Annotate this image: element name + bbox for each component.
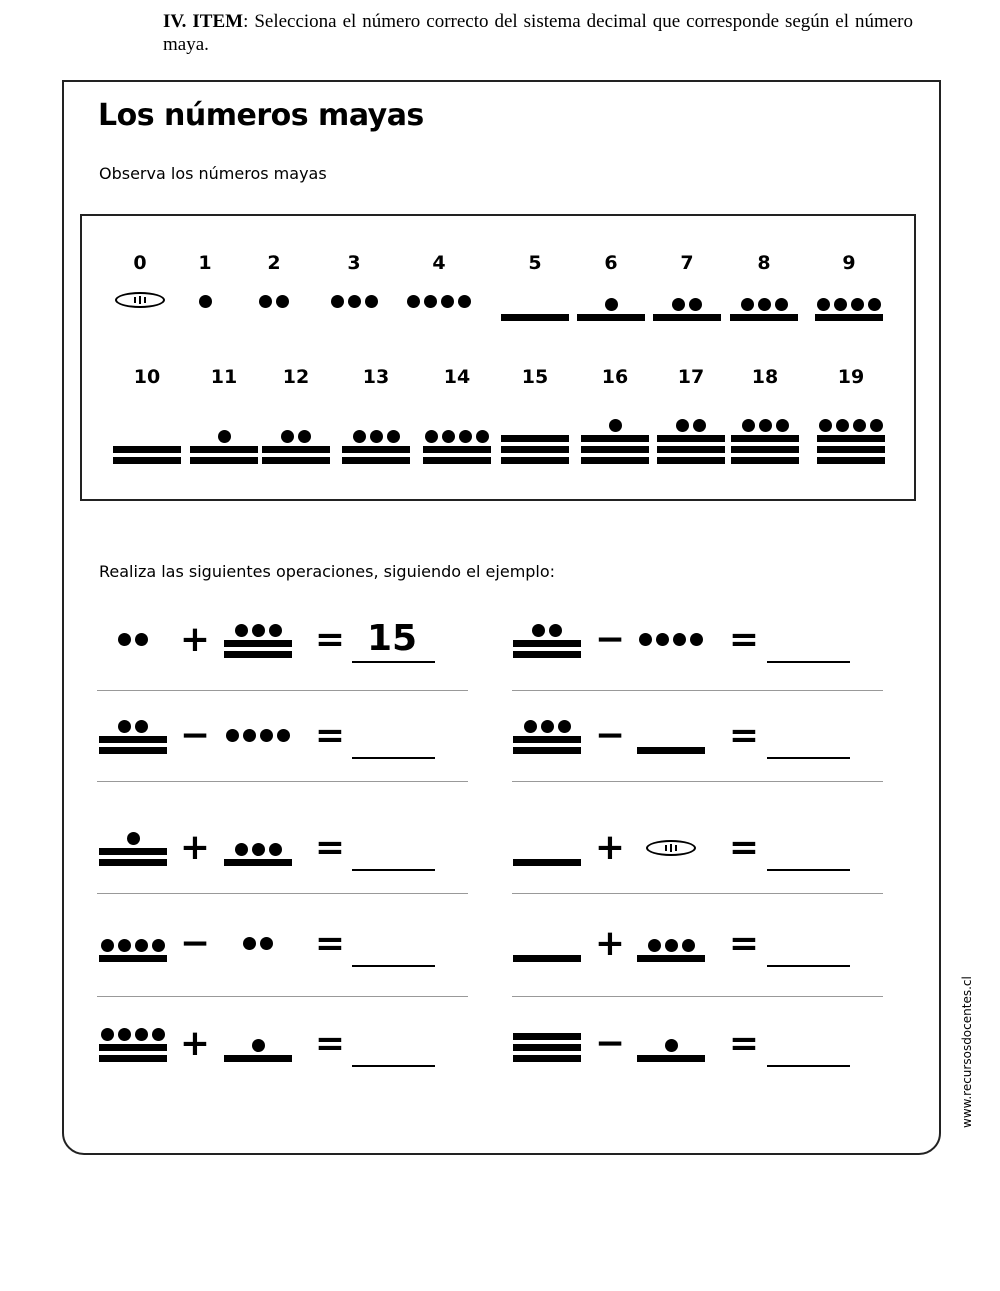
maya-bar bbox=[817, 457, 885, 464]
maya-dot bbox=[269, 843, 282, 856]
number-label: 18 bbox=[751, 366, 779, 388]
maya-bar bbox=[577, 314, 645, 321]
row-divider bbox=[512, 781, 883, 782]
maya-dot bbox=[276, 295, 289, 308]
maya-dot bbox=[775, 298, 788, 311]
maya-dot bbox=[673, 633, 686, 646]
row-divider bbox=[97, 690, 468, 691]
maya-bar bbox=[731, 457, 799, 464]
maya-dot bbox=[656, 633, 669, 646]
equals-symbol: = bbox=[728, 827, 760, 868]
instruction-body: : Selecciona el número correcto del sistema decimal que corresponde según el número maya. bbox=[163, 11, 913, 55]
maya-dot bbox=[682, 939, 695, 952]
number-label: 14 bbox=[443, 366, 471, 388]
equals-symbol: = bbox=[314, 1023, 346, 1064]
row-divider bbox=[512, 893, 883, 894]
maya-bar bbox=[501, 457, 569, 464]
maya-dot bbox=[348, 295, 361, 308]
equals-symbol: = bbox=[314, 827, 346, 868]
equals-symbol: = bbox=[728, 923, 760, 964]
answer-blank[interactable] bbox=[352, 869, 435, 871]
number-label: 1 bbox=[198, 252, 212, 274]
equals-symbol: = bbox=[314, 715, 346, 756]
maya-bar bbox=[513, 859, 581, 866]
maya-dot bbox=[665, 1039, 678, 1052]
maya-bar bbox=[731, 446, 799, 453]
maya-dot bbox=[532, 624, 545, 637]
maya-dot bbox=[541, 720, 554, 733]
maya-bar bbox=[815, 314, 883, 321]
maya-dot bbox=[387, 430, 400, 443]
maya-dot bbox=[235, 843, 248, 856]
number-label: 8 bbox=[757, 252, 771, 274]
maya-bar bbox=[657, 457, 725, 464]
maya-dot bbox=[101, 939, 114, 952]
maya-bar bbox=[817, 435, 885, 442]
maya-bar bbox=[513, 1044, 581, 1051]
maya-bar bbox=[513, 736, 581, 743]
maya-bar bbox=[501, 435, 569, 442]
maya-dot bbox=[741, 298, 754, 311]
equals-symbol: = bbox=[728, 619, 760, 660]
maya-dot bbox=[235, 624, 248, 637]
maya-bar bbox=[99, 1055, 167, 1062]
maya-dot bbox=[252, 843, 265, 856]
maya-bar bbox=[513, 747, 581, 754]
maya-dot bbox=[281, 430, 294, 443]
maya-bar bbox=[190, 446, 258, 453]
maya-dot bbox=[135, 939, 148, 952]
operations-intro: Realiza las siguientes operaciones, siguiendo el ejemplo: bbox=[99, 562, 556, 581]
maya-bar bbox=[224, 651, 292, 658]
maya-dot bbox=[689, 298, 702, 311]
answer-blank[interactable] bbox=[767, 1065, 850, 1067]
maya-bar bbox=[262, 446, 330, 453]
maya-bar bbox=[657, 446, 725, 453]
maya-bar bbox=[513, 1055, 581, 1062]
maya-dot bbox=[819, 419, 832, 432]
maya-bar bbox=[817, 446, 885, 453]
maya-dot bbox=[558, 720, 571, 733]
maya-dot bbox=[817, 298, 830, 311]
number-label: 7 bbox=[680, 252, 694, 274]
page-title: Los números mayas bbox=[98, 98, 424, 133]
maya-dot bbox=[442, 430, 455, 443]
maya-bar bbox=[423, 446, 491, 453]
maya-dot bbox=[260, 729, 273, 742]
number-label: 17 bbox=[677, 366, 705, 388]
maya-bar bbox=[224, 1055, 292, 1062]
row-divider bbox=[512, 996, 883, 997]
number-label: 3 bbox=[347, 252, 361, 274]
number-label: 13 bbox=[362, 366, 390, 388]
maya-bar bbox=[501, 446, 569, 453]
maya-dot bbox=[459, 430, 472, 443]
maya-dot bbox=[218, 430, 231, 443]
instruction-label: IV. ITEM bbox=[163, 11, 244, 32]
maya-dot bbox=[118, 720, 131, 733]
maya-dot bbox=[776, 419, 789, 432]
operator-symbol: + bbox=[179, 619, 211, 660]
maya-dot bbox=[269, 624, 282, 637]
maya-bar bbox=[99, 848, 167, 855]
maya-dot bbox=[135, 1028, 148, 1041]
row-divider bbox=[512, 690, 883, 691]
maya-bar bbox=[513, 651, 581, 658]
maya-dot bbox=[101, 1028, 114, 1041]
maya-dot bbox=[851, 298, 864, 311]
maya-bar bbox=[342, 457, 410, 464]
maya-dot bbox=[759, 419, 772, 432]
answer-blank[interactable] bbox=[767, 869, 850, 871]
operator-symbol: − bbox=[179, 923, 211, 964]
maya-dot bbox=[853, 419, 866, 432]
maya-bar bbox=[513, 1033, 581, 1040]
maya-dot bbox=[676, 419, 689, 432]
answer-blank[interactable] bbox=[767, 661, 850, 663]
maya-bar bbox=[113, 457, 181, 464]
maya-dot bbox=[365, 295, 378, 308]
maya-dot bbox=[260, 937, 273, 950]
maya-dot bbox=[425, 430, 438, 443]
answer-blank[interactable] bbox=[352, 965, 435, 967]
maya-dot bbox=[672, 298, 685, 311]
maya-dot bbox=[226, 729, 239, 742]
subtitle: Observa los números mayas bbox=[99, 164, 327, 183]
maya-dot bbox=[243, 937, 256, 950]
answer-value: 15 bbox=[367, 618, 418, 659]
answer-blank[interactable] bbox=[767, 965, 850, 967]
maya-bar bbox=[637, 1055, 705, 1062]
shell-zero-icon bbox=[115, 292, 165, 308]
maya-dot bbox=[152, 1028, 165, 1041]
answer-blank[interactable] bbox=[352, 1065, 435, 1067]
equals-symbol: = bbox=[314, 923, 346, 964]
maya-bar bbox=[342, 446, 410, 453]
maya-bar bbox=[637, 955, 705, 962]
equals-symbol: = bbox=[728, 715, 760, 756]
maya-dot bbox=[742, 419, 755, 432]
maya-bar bbox=[262, 457, 330, 464]
maya-dot bbox=[135, 633, 148, 646]
maya-dot bbox=[118, 939, 131, 952]
maya-bar bbox=[513, 955, 581, 962]
maya-dot bbox=[277, 729, 290, 742]
maya-dot bbox=[259, 295, 272, 308]
number-label: 6 bbox=[604, 252, 618, 274]
maya-dot bbox=[836, 419, 849, 432]
maya-dot bbox=[135, 720, 148, 733]
operator-symbol: + bbox=[594, 923, 626, 964]
maya-bar bbox=[581, 446, 649, 453]
maya-bar bbox=[190, 457, 258, 464]
number-label: 16 bbox=[601, 366, 629, 388]
row-divider bbox=[97, 893, 468, 894]
maya-dot bbox=[665, 939, 678, 952]
operator-symbol: − bbox=[594, 715, 626, 756]
maya-dot bbox=[127, 832, 140, 845]
maya-dot bbox=[441, 295, 454, 308]
maya-dot bbox=[870, 419, 883, 432]
number-label: 11 bbox=[210, 366, 238, 388]
maya-bar bbox=[501, 314, 569, 321]
maya-dot bbox=[458, 295, 471, 308]
number-label: 12 bbox=[282, 366, 310, 388]
row-divider bbox=[97, 781, 468, 782]
maya-dot bbox=[609, 419, 622, 432]
maya-bar bbox=[657, 435, 725, 442]
maya-bar bbox=[99, 1044, 167, 1051]
maya-dot bbox=[549, 624, 562, 637]
maya-dot bbox=[118, 1028, 131, 1041]
maya-bar bbox=[513, 640, 581, 647]
operator-symbol: − bbox=[179, 715, 211, 756]
maya-bar bbox=[730, 314, 798, 321]
equals-symbol: = bbox=[728, 1023, 760, 1064]
number-label: 2 bbox=[267, 252, 281, 274]
operator-symbol: + bbox=[179, 1023, 211, 1064]
maya-bar bbox=[423, 457, 491, 464]
maya-bar bbox=[224, 859, 292, 866]
answer-blank[interactable] bbox=[352, 661, 435, 663]
number-label: 19 bbox=[837, 366, 865, 388]
operator-symbol: − bbox=[594, 1023, 626, 1064]
shell-zero-icon bbox=[646, 840, 696, 856]
maya-dot bbox=[152, 939, 165, 952]
maya-dot bbox=[252, 1039, 265, 1052]
maya-dot bbox=[834, 298, 847, 311]
number-label: 9 bbox=[842, 252, 856, 274]
maya-bar bbox=[99, 859, 167, 866]
maya-dot bbox=[243, 729, 256, 742]
maya-dot bbox=[639, 633, 652, 646]
instruction-text bbox=[163, 10, 913, 56]
maya-dot bbox=[693, 419, 706, 432]
maya-dot bbox=[407, 295, 420, 308]
maya-bar bbox=[224, 640, 292, 647]
number-label: 10 bbox=[133, 366, 161, 388]
maya-dot bbox=[370, 430, 383, 443]
maya-bar bbox=[99, 747, 167, 754]
maya-dot bbox=[868, 298, 881, 311]
maya-dot bbox=[118, 633, 131, 646]
maya-dot bbox=[424, 295, 437, 308]
maya-bar bbox=[581, 435, 649, 442]
maya-dot bbox=[331, 295, 344, 308]
maya-dot bbox=[758, 298, 771, 311]
maya-bar bbox=[731, 435, 799, 442]
maya-dot bbox=[252, 624, 265, 637]
number-label: 4 bbox=[432, 252, 446, 274]
maya-dot bbox=[690, 633, 703, 646]
maya-dot bbox=[476, 430, 489, 443]
number-label: 5 bbox=[528, 252, 542, 274]
number-label: 15 bbox=[521, 366, 549, 388]
maya-dot bbox=[605, 298, 618, 311]
maya-dot bbox=[298, 430, 311, 443]
number-label: 0 bbox=[133, 252, 147, 274]
maya-bar bbox=[653, 314, 721, 321]
maya-dot bbox=[199, 295, 212, 308]
maya-bar bbox=[637, 747, 705, 754]
watermark: www.recursosdocentes.cl bbox=[960, 976, 974, 1128]
answer-blank[interactable] bbox=[352, 757, 435, 759]
maya-bar bbox=[113, 446, 181, 453]
operator-symbol: − bbox=[594, 619, 626, 660]
maya-dot bbox=[353, 430, 366, 443]
answer-blank[interactable] bbox=[767, 757, 850, 759]
maya-dot bbox=[524, 720, 537, 733]
maya-bar bbox=[581, 457, 649, 464]
equals-symbol: = bbox=[314, 619, 346, 660]
operator-symbol: + bbox=[594, 827, 626, 868]
maya-dot bbox=[648, 939, 661, 952]
row-divider bbox=[97, 996, 468, 997]
operator-symbol: + bbox=[179, 827, 211, 868]
maya-bar bbox=[99, 955, 167, 962]
maya-bar bbox=[99, 736, 167, 743]
